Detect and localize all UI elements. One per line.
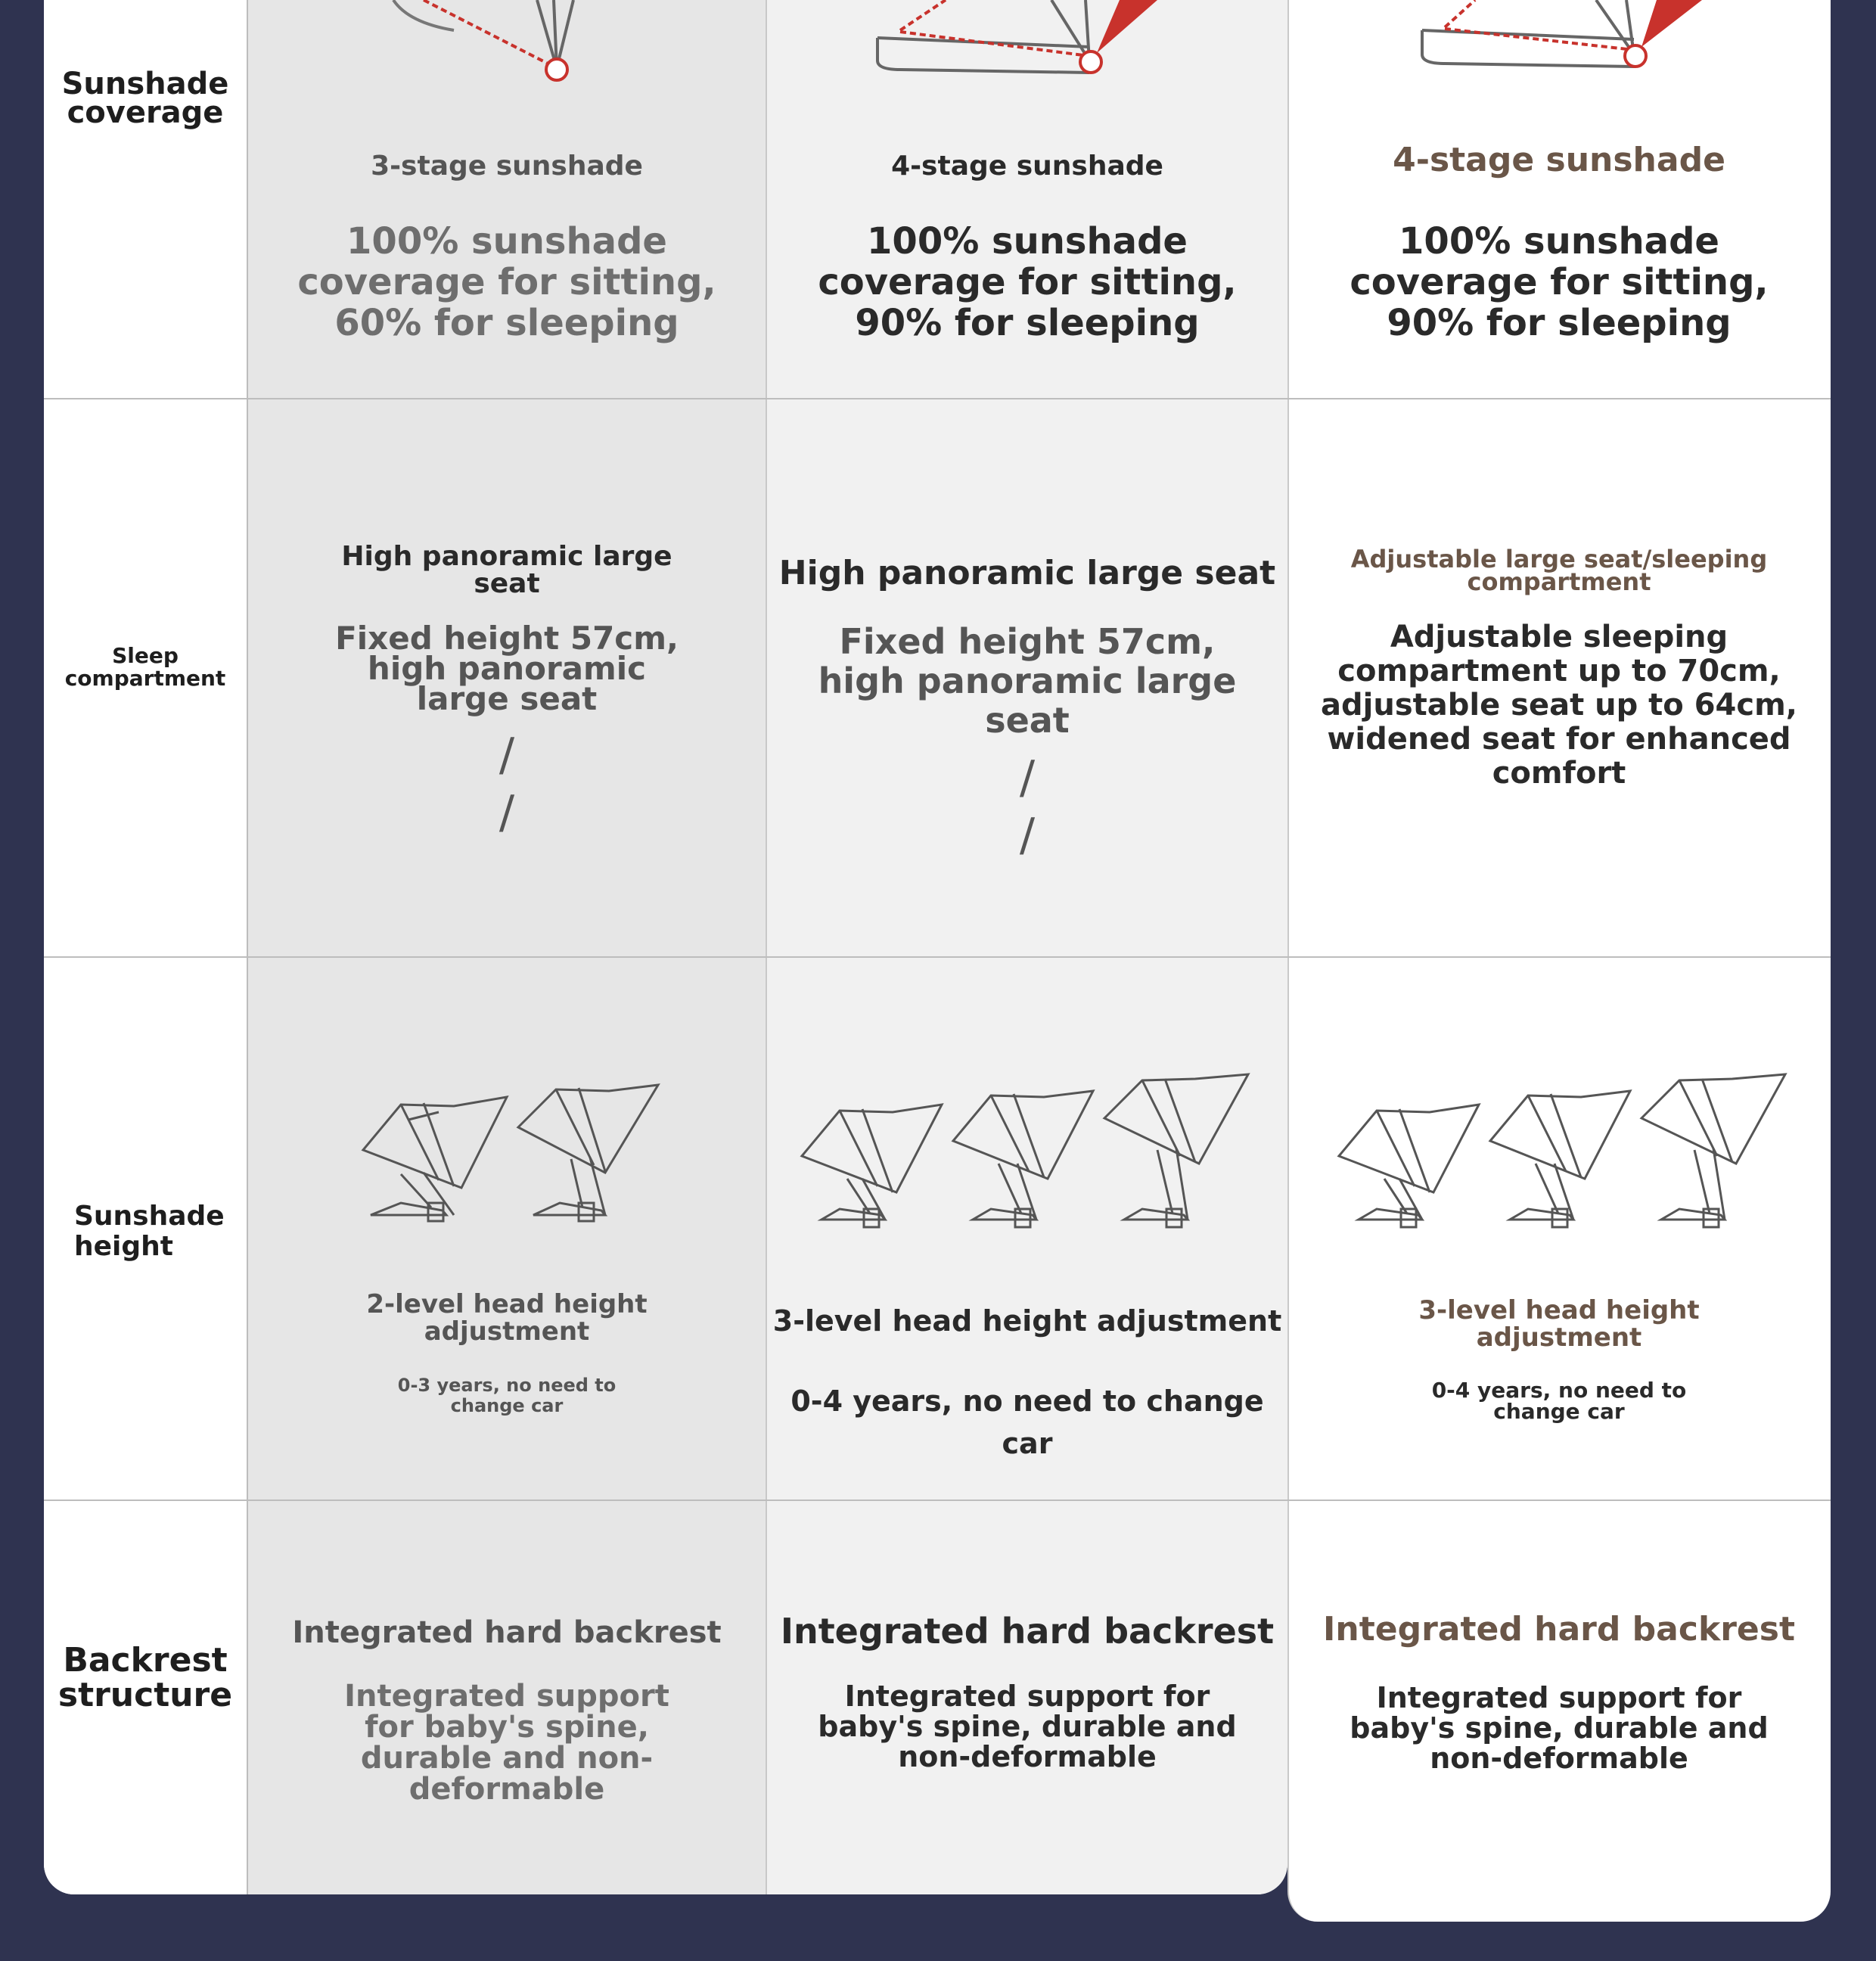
cell-height-featured xyxy=(1287,1297,1831,1422)
cell-title: 3-stage sunshade xyxy=(371,151,643,182)
cell-backrest-featured xyxy=(1287,1608,1831,1773)
cell-title: Adjustable large seat/sleeping compartment xyxy=(1350,545,1768,596)
cell-title: High panoramic large seat xyxy=(341,541,672,599)
cell-height-standard xyxy=(767,1300,1287,1465)
stroller-canopy-icons-3 xyxy=(794,1065,1263,1232)
empty-slash: / xyxy=(499,786,515,839)
cell-backrest-standard xyxy=(767,1608,1287,1772)
cell-title: Integrated hard backrest xyxy=(1323,1610,1795,1649)
cell-title: Integrated hard backrest xyxy=(780,1611,1275,1652)
cell-sleep-featured xyxy=(1287,545,1831,791)
canopy-4-stage-illustration xyxy=(1415,0,1717,83)
cell-description: 0-4 years, no need to change car xyxy=(790,1385,1264,1460)
row-label-sunshade-height: Sunshade height xyxy=(74,1201,225,1262)
cell-title: 3-level head height adjustment xyxy=(1418,1295,1700,1353)
cell-sunshade-featured xyxy=(1287,139,1831,343)
row-divider xyxy=(44,1499,1831,1501)
cell-description: Fixed height 57cm, high panoramic large seat xyxy=(335,620,679,717)
cell-description: 100% sunshade coverage for sitting, 90% for sleeping xyxy=(1350,220,1769,344)
cell-sunshade-standard xyxy=(767,148,1287,343)
canopy-3-stage-illustration xyxy=(363,0,590,91)
row-label-sunshade-coverage: Sunshade coverage xyxy=(61,67,229,130)
cell-sleep-basic xyxy=(247,543,767,841)
cell-description: Integrated support for baby's spine, durable and non-deformable xyxy=(818,1680,1237,1773)
cell-title: High panoramic large seat xyxy=(778,554,1276,592)
cell-sunshade-basic xyxy=(247,148,767,343)
cell-description: Adjustable sleeping compartment up to 70cm, adjustable seat up to 64cm, widened seat for enhanced comfort xyxy=(1321,620,1797,791)
row-label-sleep-compartment: Sleep compartment xyxy=(64,643,226,691)
cell-title: 4-stage sunshade xyxy=(1393,141,1725,179)
cell-description: Integrated support for baby's spine, durable and non-deformable xyxy=(1350,1681,1769,1775)
cell-description: Fixed height 57cm, high panoramic large seat xyxy=(818,621,1237,741)
empty-slash: / xyxy=(1019,809,1036,862)
cell-description: 100% sunshade coverage for sitting, 60% for sleeping xyxy=(297,220,716,344)
cell-sleep-standard xyxy=(767,552,1287,864)
row-label-backrest-structure: Backrest structure xyxy=(57,1641,233,1714)
cell-description: 100% sunshade coverage for sitting, 90% for sleeping xyxy=(818,220,1237,344)
label-column xyxy=(44,0,247,1894)
cell-backrest-basic xyxy=(247,1611,767,1805)
row-divider xyxy=(44,956,1831,958)
cell-title: 4-stage sunshade xyxy=(891,151,1163,182)
row-divider xyxy=(44,398,1831,399)
cell-title: Integrated hard backrest xyxy=(292,1615,722,1650)
cell-title: 2-level head height adjustment xyxy=(366,1289,648,1347)
cell-description: Integrated support for baby's spine, durable and non-deformable xyxy=(344,1679,669,1807)
empty-slash: / xyxy=(499,729,515,782)
cell-description: 0-3 years, no need to change car xyxy=(397,1375,617,1416)
stroller-canopy-icons-2 xyxy=(356,1074,673,1233)
cell-title: 3-level head height adjustment xyxy=(772,1304,1282,1338)
empty-slash: / xyxy=(1019,751,1036,804)
cell-description: 0-4 years, no need to change car xyxy=(1431,1378,1687,1424)
cell-height-basic xyxy=(247,1291,767,1416)
stroller-canopy-icons-3 xyxy=(1331,1065,1800,1232)
canopy-4-stage-illustration xyxy=(870,0,1188,91)
